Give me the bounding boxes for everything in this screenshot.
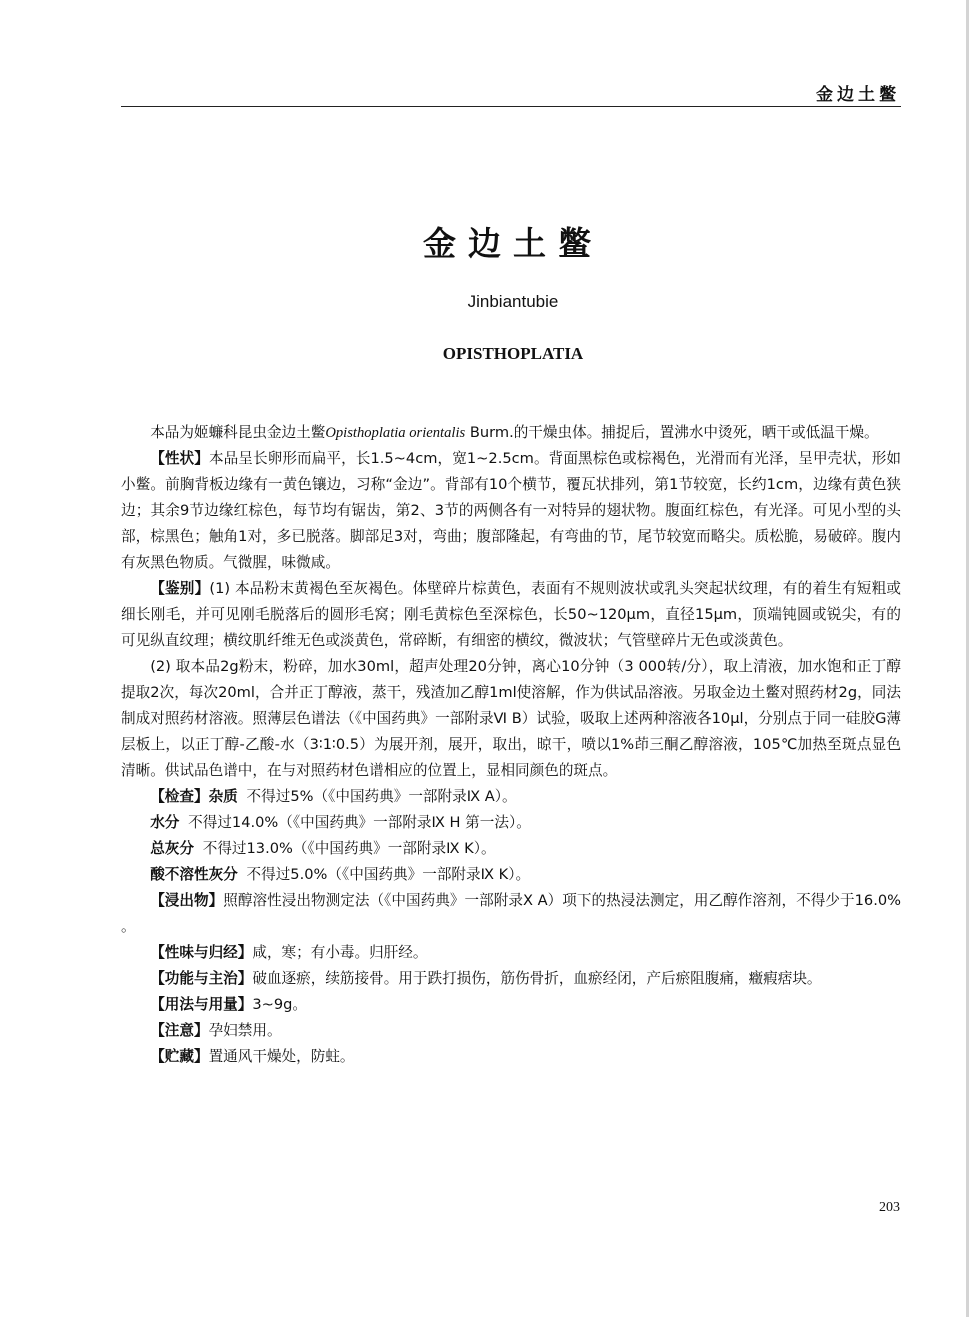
- caution-label: 【注意】: [150, 1022, 209, 1039]
- pinyin-name: Jinbiantubie: [467, 292, 559, 311]
- inspection-text-acid-ash: 不得过5.0%（《中国药典》一部附录Ⅸ K）。: [246, 866, 531, 883]
- inspection-name-acid-ash: 酸不溶性灰分: [150, 866, 238, 883]
- identification-paragraph-1: [121, 576, 901, 654]
- description-text: 本品呈长卵形而扁平，长1.5~4cm，宽1~2.5cm。背面黑棕色或棕褐色，光滑而有光泽，呈甲壳状，形如小鳖。前胸背板边缘有一黄色镶边，习称“金边”。背部有10个横节，覆瓦状排列，第1节较宽，长约1cm，边缘有黄色狭边；其余9节边缘红棕色，每节均有锯齿，第2、3节的两侧各有一对特异的翅状物。腹面红棕色，有光泽。可见小型的头部，棕黑色；触角1对，多已脱落。脚部足3对，弯曲；腹部隆起，有弯曲的节，尾节较宽而略尖。质松脆，易破碎。腹内有灰黑色物质。气微腥，味微咸。: [121, 450, 901, 571]
- latin-name: OPISTHOPLATIA: [442, 344, 584, 363]
- page-title: 金边土鳖: [423, 224, 603, 263]
- identification-item-1: (1) 本品粉末黄褐色至灰褐色。体壁碎片棕黄色，表面有不规则波状或乳头突起状纹理，有的着生有短粗或细长刚毛，并可见刚毛脱落后的圆形毛窝；刚毛黄棕色至深棕色，长50~120μm，直径15μm，顶端钝圆或锐尖，有的可见纵直纹理；横纹肌纤维无色或淡黄色，常碎断，有细密的横纹，微波状；气管壁碎片无色或淡黄色。: [121, 580, 901, 649]
- function-text: 破血逐瘀，续筋接骨。用于跌打损伤，筋伤骨折，血瘀经闭，产后瘀阻腹痛，癥瘕痞块。: [252, 970, 822, 987]
- nature-label: 【性味与归经】: [150, 944, 253, 961]
- inspection-label: 【检查】: [150, 788, 209, 805]
- source-text-before: 本品为姬蠊科昆虫金边土鳖: [150, 424, 326, 441]
- inspection-text-water: 不得过14.0%（《中国药典》一部附录Ⅸ H 第一法）。: [188, 814, 531, 831]
- inspection-line-impurity: [121, 784, 901, 810]
- function-paragraph: [121, 966, 901, 992]
- function-label: 【功能与主治】: [150, 970, 253, 987]
- inspection-line-water: [121, 810, 901, 836]
- inspection-line-acid-ash: [121, 862, 901, 888]
- identification-item-2: (2) 取本品2g粉末，粉碎，加水30ml，超声处理20分钟，离心10分钟（3 000转/分），取上清液，加水饱和正丁醇提取2次，每次20ml，合并正丁醇液，蒸干，残渣加乙醇1ml使溶解，作为供试品溶液。另取金边土鳖对照药材2g，同法制成对照药材溶液。照薄层色谱法（《中国药典》一部附录Ⅵ B）试验，吸取上述两种溶液各10μl，分别点于同一硅胶G薄层板上，以正丁醇-乙酸-水（3∶1∶0.5）为展开剂，展开，取出，晾干，喷以1%茚三酮乙醇溶液，105℃加热至斑点显色清晰。供试品色谱中，在与对照药材色谱相应的位置上，显相同颜色的斑点。: [121, 658, 901, 779]
- inspection-text-total-ash: 不得过13.0%（《中国药典》一部附录Ⅸ K）。: [202, 840, 496, 857]
- source-paragraph: [121, 420, 901, 446]
- storage-text: 置通风干燥处，防蛀。: [208, 1048, 355, 1065]
- description-label: 【性状】: [150, 450, 209, 467]
- description-paragraph: [121, 446, 901, 576]
- caution-paragraph: [121, 1018, 901, 1044]
- species-name: Opisthoplatia orientalis: [325, 425, 466, 441]
- extract-label: 【浸出物】: [150, 892, 224, 909]
- running-header: 金边土鳖: [816, 85, 900, 105]
- nature-paragraph: [121, 940, 901, 966]
- dosage-paragraph: [121, 992, 901, 1018]
- page-number: 203: [879, 1200, 900, 1215]
- inspection-name-total-ash: 总灰分: [150, 840, 194, 857]
- extract-text: 照醇溶性浸出物测定法（《中国药典》一部附录Ⅹ A）项下的热浸法测定，用乙醇作溶剂，不得少于16.0% 。: [121, 892, 901, 935]
- header-rule: [121, 106, 901, 107]
- monograph-body: [121, 420, 901, 1070]
- source-text-after: Burm.的干燥虫体。捕捉后，置沸水中烫死，晒干或低温干燥。: [465, 424, 879, 441]
- storage-label: 【贮藏】: [150, 1048, 209, 1065]
- inspection-name-water: 水分: [150, 814, 180, 831]
- identification-paragraph-2: [121, 654, 901, 784]
- nature-text: 咸，寒；有小毒。归肝经。: [252, 944, 428, 961]
- inspection-name-impurity: 杂质: [208, 788, 238, 805]
- storage-paragraph: [121, 1044, 901, 1070]
- inspection-text-impurity: 不得过5%（《中国药典》一部附录Ⅸ A）。: [246, 788, 517, 805]
- inspection-line-total-ash: [121, 836, 901, 862]
- identification-label: 【鉴别】: [150, 580, 210, 597]
- page-edge-shadow: [966, 0, 969, 1317]
- extract-paragraph: [121, 888, 901, 940]
- dosage-label: 【用法与用量】: [150, 996, 253, 1013]
- dosage-text: 3~9g。: [252, 996, 308, 1013]
- caution-text: 孕妇禁用。: [208, 1022, 282, 1039]
